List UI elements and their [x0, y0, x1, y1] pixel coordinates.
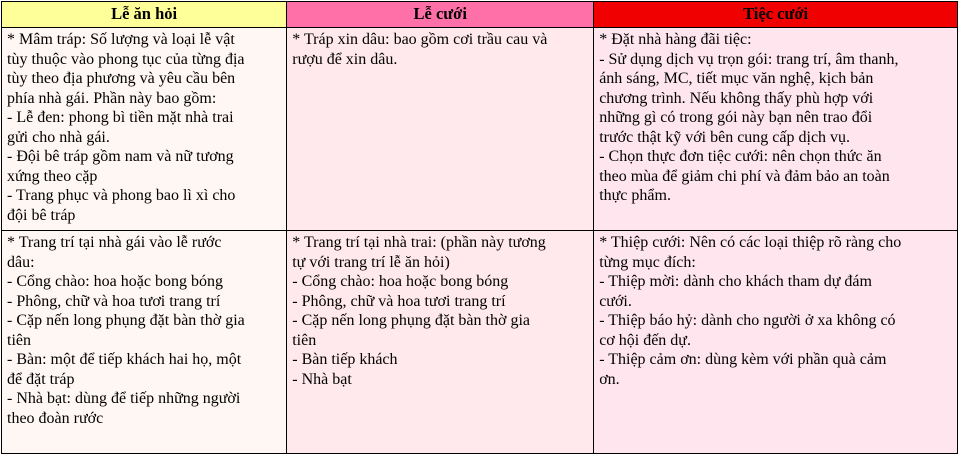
cell-line: ánh sáng, MC, tiết mục văn nghệ, kịch bản [599, 70, 874, 87]
header-wedding-party: Tiệc cưới [594, 2, 958, 28]
cell-line: chương trình. Nếu không thấy phù hợp với [599, 89, 874, 107]
cell-line: - Nhà bạt [292, 370, 352, 388]
cell-line: - Nhà bạt: dùng để tiếp những người [7, 390, 241, 407]
cell-line: - Bàn: một để tiếp khách hai họ, một [7, 351, 242, 368]
cell-line: * Thiệp cưới: Nên có các loại thiệp rõ ràng cho [599, 234, 902, 251]
cell-line: - Cặp nến long phụng đặt bàn thờ gia [7, 312, 245, 329]
cell-line: * Trang trí tại nhà trai: (phần này tương [292, 234, 546, 251]
table-row [2, 28, 958, 231]
cell-line: dâu: [7, 253, 35, 271]
cell-line: rượu để xin dâu. [292, 50, 398, 68]
cell-line: - Thiệp cảm ơn: dùng kèm với phần quà cảm [599, 351, 887, 368]
cell-line: thực phẩm. [599, 187, 671, 204]
cell-line: phía nhà gái. Phần này bao gồm: [7, 89, 217, 107]
table-cell [287, 28, 594, 231]
cell-line: để đặt tráp [7, 370, 75, 388]
cell-line: cơ hội đến dự. [599, 331, 691, 349]
cell-line: cưới. [599, 292, 632, 310]
cell-line: - Thiệp báo hỷ: dành cho người ở xa không có [599, 312, 896, 329]
cell-line: - Lễ đen: phong bì tiền mặt nhà trai [7, 109, 234, 126]
cell-line: * Trang trí tại nhà gái vào lễ rước [7, 234, 222, 251]
cell-line: xứng theo cặp [7, 167, 98, 185]
cell-line: - Cặp nến long phụng đặt bàn thờ gia [292, 312, 530, 329]
table-cell [2, 28, 287, 231]
cell-line: đội bê tráp [7, 206, 76, 224]
cell-line: tiên [7, 331, 31, 349]
cell-line: - Cổng chào: hoa hoặc bong bóng [292, 273, 509, 290]
table-cell [287, 231, 594, 454]
cell-line: từng mục đích: [599, 253, 696, 271]
cell-line: * Tráp xin dâu: bao gồm cơi trầu cau và [292, 31, 548, 48]
cell-line: - Trang phục và phong bao lì xì cho [7, 187, 236, 204]
cell-line: - Đội bê tráp gồm nam và nữ tương [7, 148, 234, 165]
cell-line: ơn. [599, 370, 620, 388]
table-cell [2, 231, 287, 454]
cell-line: - Bàn tiếp khách [292, 351, 398, 368]
cell-line: tùy theo địa phương và yêu cầu bên [7, 70, 236, 87]
header-wedding-ceremony: Lễ cưới [287, 2, 594, 28]
table-cell [594, 231, 958, 454]
cell-line: - Sử dụng dịch vụ trọn gói: trang trí, âm thanh, [599, 50, 899, 68]
cell-line: theo mùa để giảm chi phí và đảm bảo an toàn [599, 167, 890, 185]
cell-line: tự với trang trí lễ ăn hỏi) [292, 253, 450, 271]
cell-line: tùy thuộc vào phong tục của từng địa [7, 50, 245, 68]
cell-line: trước thật kỹ với bên cung cấp dịch vụ. [599, 128, 851, 146]
header-row [2, 2, 958, 28]
header-engagement: Lễ ăn hỏi [2, 2, 287, 28]
cell-line: * Mâm tráp: Số lượng và loại lễ vật [7, 31, 235, 48]
wedding-planning-table [1, 1, 958, 454]
cell-line: * Đặt nhà hàng đãi tiệc: [599, 31, 752, 48]
cell-line: theo đoàn rước [7, 409, 104, 427]
cell-line: gửi cho nhà gái. [7, 128, 110, 146]
cell-line: - Thiệp mời: dành cho khách tham dự đám [599, 273, 872, 290]
cell-line: tiên [292, 331, 317, 349]
cell-line: - Phông, chữ và hoa tươi trang trí [7, 292, 221, 310]
cell-line: - Phông, chữ và hoa tươi trang trí [292, 292, 506, 310]
cell-line: - Cổng chào: hoa hoặc bong bóng [7, 273, 223, 290]
table-row [2, 231, 958, 454]
cell-line: - Chọn thực đơn tiệc cưới: nên chọn thức ăn [599, 148, 882, 165]
table-cell [594, 28, 958, 231]
cell-line: những gì có trong gói này bạn nên trao đổi [599, 109, 873, 126]
